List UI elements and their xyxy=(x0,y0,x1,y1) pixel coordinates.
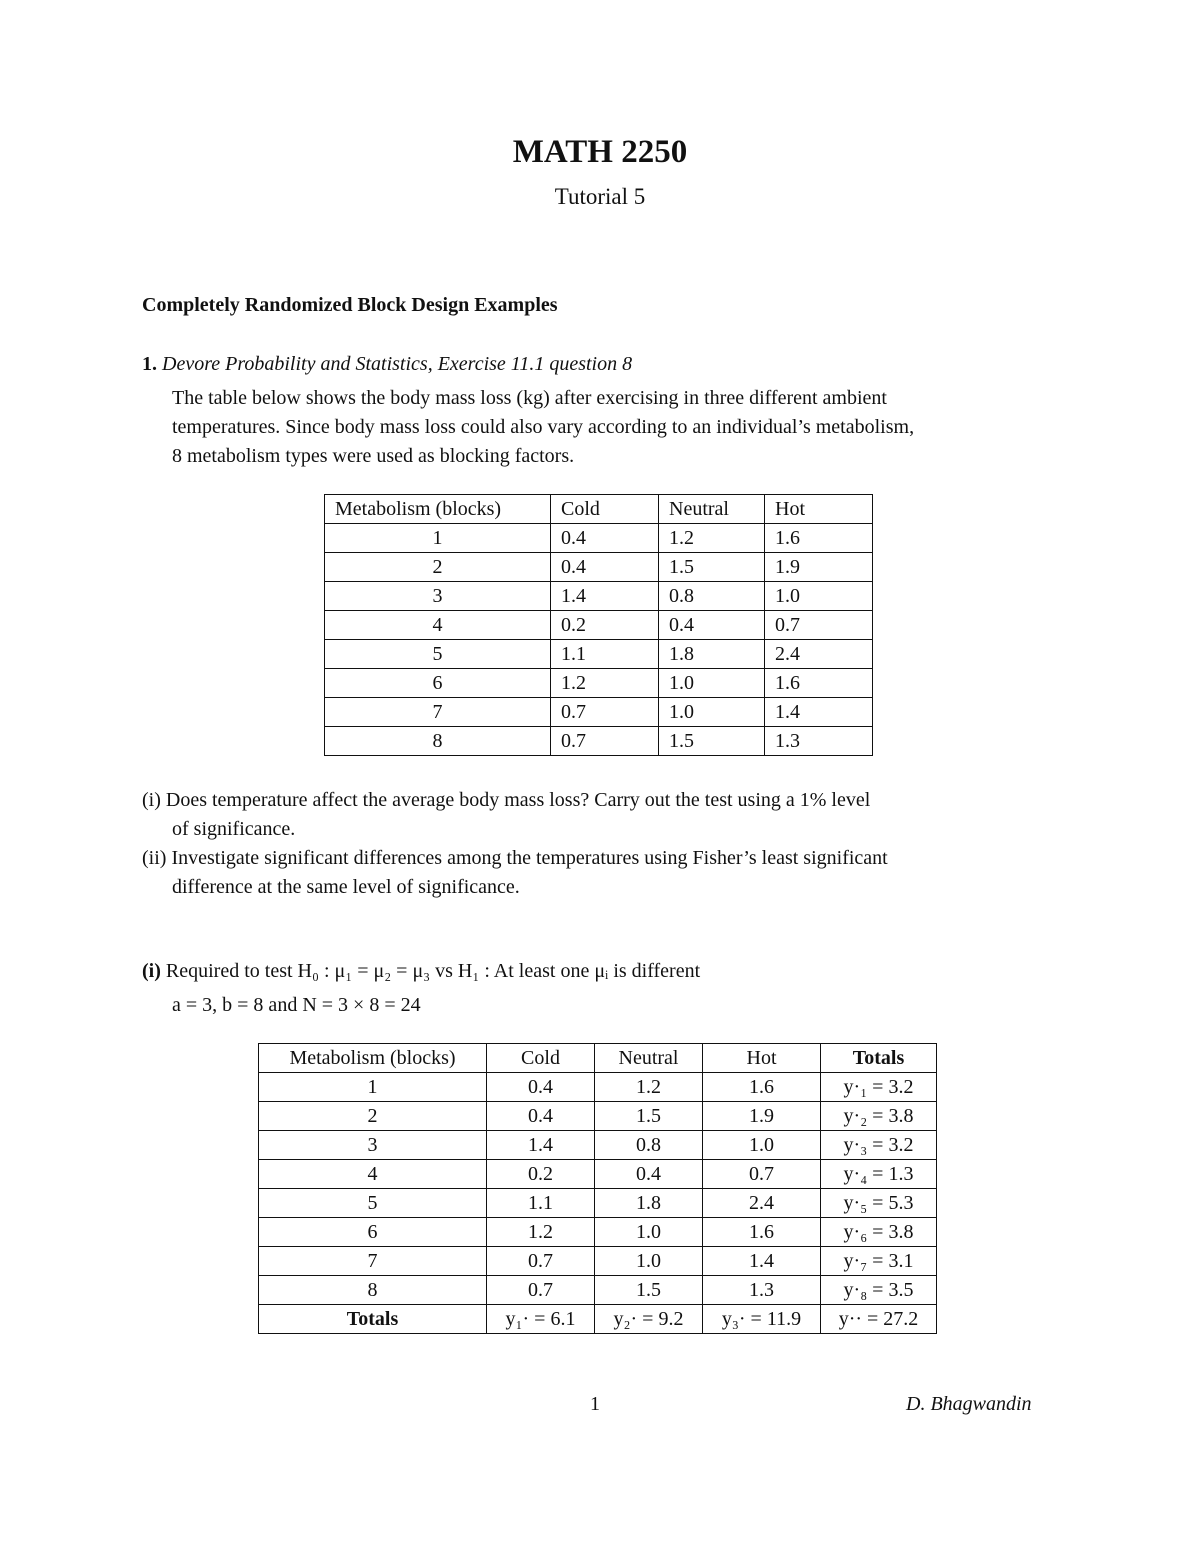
value-cell: 1.6 xyxy=(765,669,873,698)
value-cell: 1.3 xyxy=(703,1276,821,1305)
data-table xyxy=(324,494,873,756)
value-cell: 1.0 xyxy=(595,1218,703,1247)
document-subtitle: Tutorial 5 xyxy=(554,184,646,209)
table-row xyxy=(259,1276,937,1305)
value-cell: 0.4 xyxy=(551,553,659,582)
header-cell: Cold xyxy=(551,495,659,524)
part-label: (ii) xyxy=(142,847,167,869)
table-header-row xyxy=(325,495,873,524)
table-row xyxy=(325,524,873,553)
part-line xyxy=(142,844,1102,873)
table-header-row xyxy=(259,1044,937,1073)
part-line: of significance. xyxy=(172,818,296,840)
value-cell: 1.2 xyxy=(551,669,659,698)
value-cell: 1.2 xyxy=(595,1073,703,1102)
table-row xyxy=(325,611,873,640)
block-cell: 2 xyxy=(259,1102,487,1131)
value-cell: y·₄ = 1.3 xyxy=(821,1160,937,1189)
block-cell: 7 xyxy=(325,698,551,727)
part-text: Does temperature affect the average body mass loss? Carry out the test using a 1% level xyxy=(165,789,871,811)
value-cell: 1.1 xyxy=(487,1189,595,1218)
value-cell: y·₅ = 5.3 xyxy=(821,1189,937,1218)
table-row xyxy=(325,698,873,727)
value-cell: 1.4 xyxy=(551,582,659,611)
value-cell: 1.6 xyxy=(765,524,873,553)
question-parts xyxy=(142,786,1102,902)
part-label: (i) xyxy=(142,789,161,811)
intro-line: temperatures. Since body mass loss could also vary according to an individual’s metabolism, xyxy=(172,416,915,438)
value-cell: y·₁ = 3.2 xyxy=(821,1073,937,1102)
value-cell: 1.5 xyxy=(595,1276,703,1305)
block-cell: 1 xyxy=(259,1073,487,1102)
table-row xyxy=(259,1131,937,1160)
block-cell: 3 xyxy=(259,1131,487,1160)
value-cell: 0.4 xyxy=(551,524,659,553)
header-cell: Neutral xyxy=(659,495,765,524)
total-cell: y·· = 27.2 xyxy=(821,1305,937,1334)
block-cell: 8 xyxy=(259,1276,487,1305)
solution-line-2: a = 3, b = 8 and N = 3 × 8 = 24 xyxy=(172,994,421,1016)
value-cell: 1.0 xyxy=(659,698,765,727)
value-cell: 0.2 xyxy=(551,611,659,640)
total-cell: y₂· = 9.2 xyxy=(595,1305,703,1334)
total-cell: y₁· = 6.1 xyxy=(487,1305,595,1334)
part-text: Investigate significant differences among the temperatures using Fisher’s least significant xyxy=(171,847,888,869)
block-cell: 4 xyxy=(259,1160,487,1189)
value-cell: 1.4 xyxy=(765,698,873,727)
value-cell: 1.4 xyxy=(487,1131,595,1160)
value-cell: 1.1 xyxy=(551,640,659,669)
author: D. Bhagwandin xyxy=(906,1393,1032,1415)
value-cell: 0.8 xyxy=(659,582,765,611)
table-row xyxy=(259,1160,937,1189)
header-cell: Totals xyxy=(821,1044,937,1073)
block-cell: 8 xyxy=(325,727,551,756)
value-cell: 0.4 xyxy=(487,1102,595,1131)
value-cell: 1.5 xyxy=(659,553,765,582)
value-cell: 1.5 xyxy=(659,727,765,756)
value-cell: 0.7 xyxy=(551,727,659,756)
block-cell: 7 xyxy=(259,1247,487,1276)
value-cell: y·₃ = 3.2 xyxy=(821,1131,937,1160)
value-cell: 2.4 xyxy=(765,640,873,669)
value-cell: y·₇ = 3.1 xyxy=(821,1247,937,1276)
value-cell: y·₈ = 3.5 xyxy=(821,1276,937,1305)
value-cell: 1.3 xyxy=(765,727,873,756)
table-row xyxy=(325,669,873,698)
value-cell: 1.6 xyxy=(703,1073,821,1102)
value-cell: 1.4 xyxy=(703,1247,821,1276)
value-cell: 0.7 xyxy=(487,1276,595,1305)
section-heading: Completely Randomized Block Design Examples xyxy=(142,294,558,316)
value-cell: 1.9 xyxy=(703,1102,821,1131)
value-cell: 1.2 xyxy=(659,524,765,553)
value-cell: 1.0 xyxy=(765,582,873,611)
value-cell: 1.8 xyxy=(595,1189,703,1218)
value-cell: 1.0 xyxy=(595,1247,703,1276)
block-cell: 3 xyxy=(325,582,551,611)
value-cell: 0.8 xyxy=(595,1131,703,1160)
question-number: 1. xyxy=(142,353,157,375)
totals-table xyxy=(258,1043,937,1334)
totals-label: Totals xyxy=(259,1305,487,1334)
value-cell: 0.4 xyxy=(487,1073,595,1102)
solution-hypothesis: Required to test H₀ : μ₁ = μ₂ = μ₃ vs H₁ : At least one μᵢ is different xyxy=(165,960,701,982)
block-cell: 5 xyxy=(325,640,551,669)
block-cell: 4 xyxy=(325,611,551,640)
part-line: difference at the same level of significance. xyxy=(172,876,520,898)
value-cell: 1.8 xyxy=(659,640,765,669)
header-cell: Hot xyxy=(703,1044,821,1073)
block-cell: 6 xyxy=(325,669,551,698)
value-cell: 0.2 xyxy=(487,1160,595,1189)
table-row xyxy=(259,1073,937,1102)
value-cell: y·₂ = 3.8 xyxy=(821,1102,937,1131)
table-row xyxy=(259,1102,937,1131)
header-cell: Metabolism (blocks) xyxy=(325,495,551,524)
intro-line: The table below shows the body mass loss (kg) after exercising in three different ambient xyxy=(172,387,887,409)
page-number: 1 xyxy=(590,1393,600,1415)
value-cell: 1.6 xyxy=(703,1218,821,1247)
value-cell: y·₆ = 3.8 xyxy=(821,1218,937,1247)
table-row xyxy=(325,727,873,756)
value-cell: 0.4 xyxy=(595,1160,703,1189)
value-cell: 1.0 xyxy=(659,669,765,698)
value-cell: 1.0 xyxy=(703,1131,821,1160)
question-intro xyxy=(172,384,1072,471)
document-title: MATH 2250 xyxy=(512,134,688,170)
block-cell: 5 xyxy=(259,1189,487,1218)
table-row xyxy=(325,640,873,669)
table-row xyxy=(259,1218,937,1247)
total-cell: y₃· = 11.9 xyxy=(703,1305,821,1334)
intro-line: 8 metabolism types were used as blocking factors. xyxy=(172,445,575,467)
block-cell: 6 xyxy=(259,1218,487,1247)
question-reference: Devore Probability and Statistics, Exercise 11.1 question 8 xyxy=(162,353,633,375)
header-cell: Neutral xyxy=(595,1044,703,1073)
block-cell: 2 xyxy=(325,553,551,582)
value-cell: 0.7 xyxy=(551,698,659,727)
table-row xyxy=(259,1247,937,1276)
block-cell: 1 xyxy=(325,524,551,553)
table-row xyxy=(259,1189,937,1218)
solution-line-1 xyxy=(142,957,700,986)
question-heading xyxy=(142,350,632,379)
totals-row xyxy=(259,1305,937,1334)
value-cell: 0.4 xyxy=(659,611,765,640)
table-row xyxy=(325,553,873,582)
table-row xyxy=(325,582,873,611)
solution-label: (i) xyxy=(142,960,161,982)
value-cell: 2.4 xyxy=(703,1189,821,1218)
part-line xyxy=(142,786,1102,815)
value-cell: 0.7 xyxy=(765,611,873,640)
header-cell: Hot xyxy=(765,495,873,524)
value-cell: 1.9 xyxy=(765,553,873,582)
header-cell: Metabolism (blocks) xyxy=(259,1044,487,1073)
value-cell: 1.5 xyxy=(595,1102,703,1131)
value-cell: 0.7 xyxy=(487,1247,595,1276)
header-cell: Cold xyxy=(487,1044,595,1073)
value-cell: 0.7 xyxy=(703,1160,821,1189)
value-cell: 1.2 xyxy=(487,1218,595,1247)
